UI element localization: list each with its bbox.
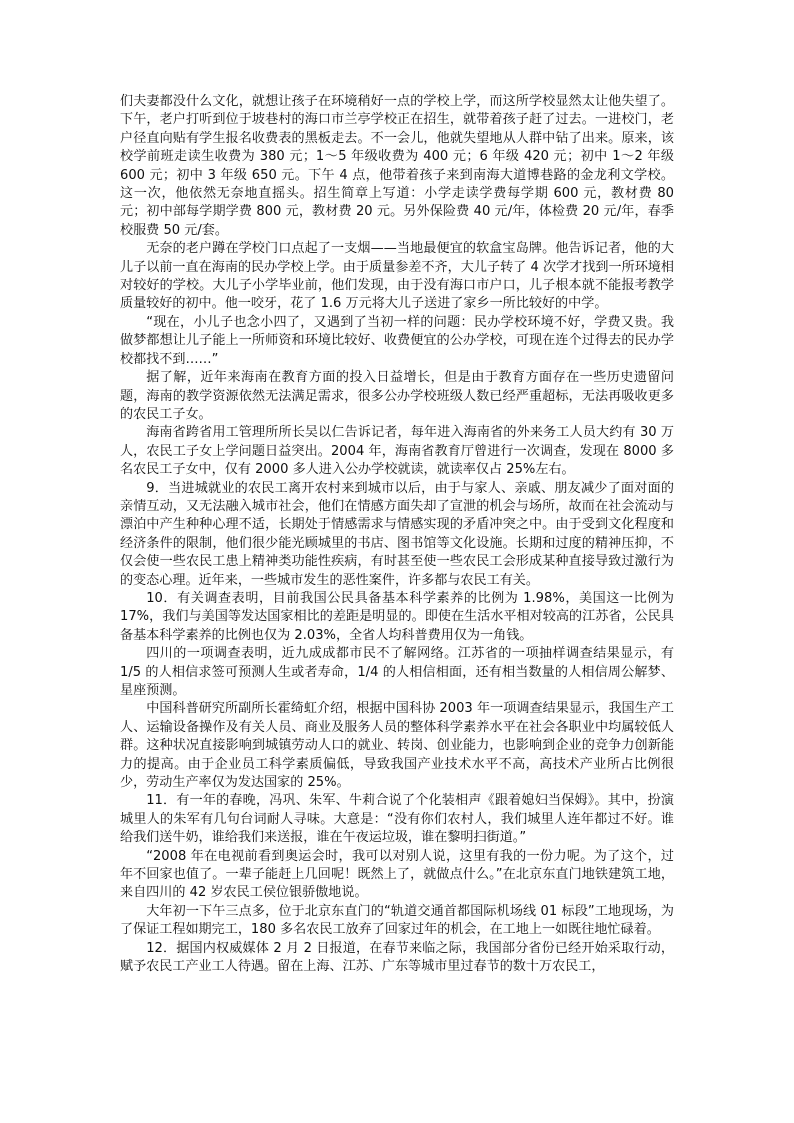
paragraph: 中国科普研究所副所长霍绮虹介绍，根据中国科协 2003 年一项调查结果显示，我国生产工人、运输设备操作及有关人员、商业及服务人员的整体科学素养水平在社会各职业中均属较低人群。这种状况直接影响到城镇劳动人口的就业、转岗、创业能力，也影响到企业的竞争力创新能力的提高。由于企业员工科学素质偏低，导致我国产业技术水平不高，高技术产业所占比例很少，劳动生产率仅为发达国家的 25%。	[120, 701, 674, 791]
paragraph: 无奈的老户蹲在学校门口点起了一支烟——当地最便宜的软盒宝岛牌。他告诉记者，他的大儿子以前一直在海南的民办学校上学。由于质量参差不齐，大儿子转了 4 次学才找到一所环境相对较好的学校。大儿子小学毕业前，他们发现，由于没有海口市户口，儿子根本就不能报考教学质量较好的初中。他一咬牙，花了 1.6 万元将大儿子送进了家乡一所比较好的中学。	[120, 241, 674, 312]
document-body	[120, 93, 674, 977]
paragraph: “2008 年在电视前看到奥运会时，我可以对别人说，这里有我的一份力呢。为了这个，过年不回家也值了。一辈子能赶上几回呢！既然上了，就做点什么。”在北京东直门地铁建筑工地，来自四川的 42 岁农民工侯位银骄傲地说。	[120, 848, 674, 901]
paragraph: 9．当进城就业的农民工离开农村来到城市以后，由于与家人、亲戚、朋友减少了面对面的亲情互动，又无法融入城市社会，他们在情感方面失却了宣泄的机会与场所，故而在社会流动与漂泊中产生种种心理不适，长期处于情感需求与情感实现的矛盾冲突之中。由于受到文化程度和经济条件的限制，他们很少能光顾城里的书店、图书馆等文化设施。长期和过度的精神压抑，不仅会使一些农民工患上精神类功能性疾病，有时甚至使一些农民工会形成某种直接导致过激行为的变态心理。近年来，一些城市发生的恶性案件，许多都与农民工有关。	[120, 480, 674, 588]
paragraph: 们夫妻都没什么文化，就想让孩子在环境稍好一点的学校上学，而这所学校显然太让他失望了。下午，老户打听到位于坡巷村的海口市兰亭学校正在招生，就带着孩子赶了过去。一进校门，老户径直向贴有学生报名收费表的黑板走去。不一会儿，他就失望地从人群中钻了出来。原来，该校学前班走读生收费为 380 元；1～5 年级收费为 400 元；6 年级 420 元；初中 1～2 年级 600 元；初中 3 年级 650 元。下午 4 点，他带着孩子来到南海大道博巷路的金龙利文学校。这一次，他依然无奈地直摇头。招生简章上写道：小学走读学费每学期 600 元，教材费 80 元；初中部每学期学费 800 元，教材费 20 元。另外保险费 40 元/年，体检费 20 元/年，春季校服费 50 元/套。	[120, 94, 674, 238]
paragraph: 四川的一项调查表明，近九成成都市民不了解网络。江苏省的一项抽样调查结果显示，有 1/5 的人相信求签可预测人生或者寿命，1/4 的人相信相面，还有相当数量的人相信周公解梦、星座预测。	[120, 646, 674, 698]
paragraph: “现在，小儿子也念小四了，又遇到了当初一样的问题：民办学校环境不好，学费又贵。我做梦都想让儿子能上一所师资和环境比较好、收费便宜的公办学校，可现在连个过得去的民办学校都找不到……”	[120, 314, 674, 367]
paragraph: 海南省跨省用工管理所所长吴以仁告诉记者，每年进入海南省的外来务工人员大约有 30 万人，农民工子女上学问题日益突出。2004 年，海南省教育厅曾进行一次调查，发现在 8000 多名农民工子女中，仅有 2000 多人进入公办学校就读，就读率仅占 25%左右。	[120, 425, 674, 478]
paragraph: 据了解，近年来海南在教育方面的投入日益增长，但是由于教育方面存在一些历史遗留问题，海南的教学资源依然无法满足需求，很多公办学校班级人数已经严重超标，无法再吸收更多的农民工子女。	[120, 370, 674, 422]
paragraph: 大年初一下午三点多，位于北京东直门的“轨道交通首都国际机场线 01 标段”工地现场，为了保证工程如期完工，180 多名农民工放弃了回家过年的机会，在工地上一如既往地忙碌着。	[120, 903, 674, 938]
paragraph: 10．有关调查表明，目前我国公民具备基本科学素养的比例为 1.98%，美国这一比例为 17%，我们与美国等发达国家相比的差距是明显的。即使在生活水平相对较高的江苏省，公民具备基本科学素养的比例也仅为 2.03%，全省人均科普费用仅为一角钱。	[120, 590, 674, 643]
paragraph: 11．有一年的春晚，冯巩、朱军、牛莉合说了个化装相声《跟着媳妇当保姆》。其中，扮演城里人的朱军有几句台词耐人寻味。大意是：“没有你们农村人，我们城里人连年都过不好。谁给我们送牛奶，谁给我们来送报，谁在午夜运垃圾，谁在黎明扫街道。”	[120, 793, 674, 846]
paragraph: 12．据国内权威媒体 2 月 2 日报道，在春节来临之际，我国部分省份已经开始采取行动，赋予农民工产业工人待遇。留在上海、江苏、广东等城市里过春节的数十万农民工，	[120, 940, 674, 975]
